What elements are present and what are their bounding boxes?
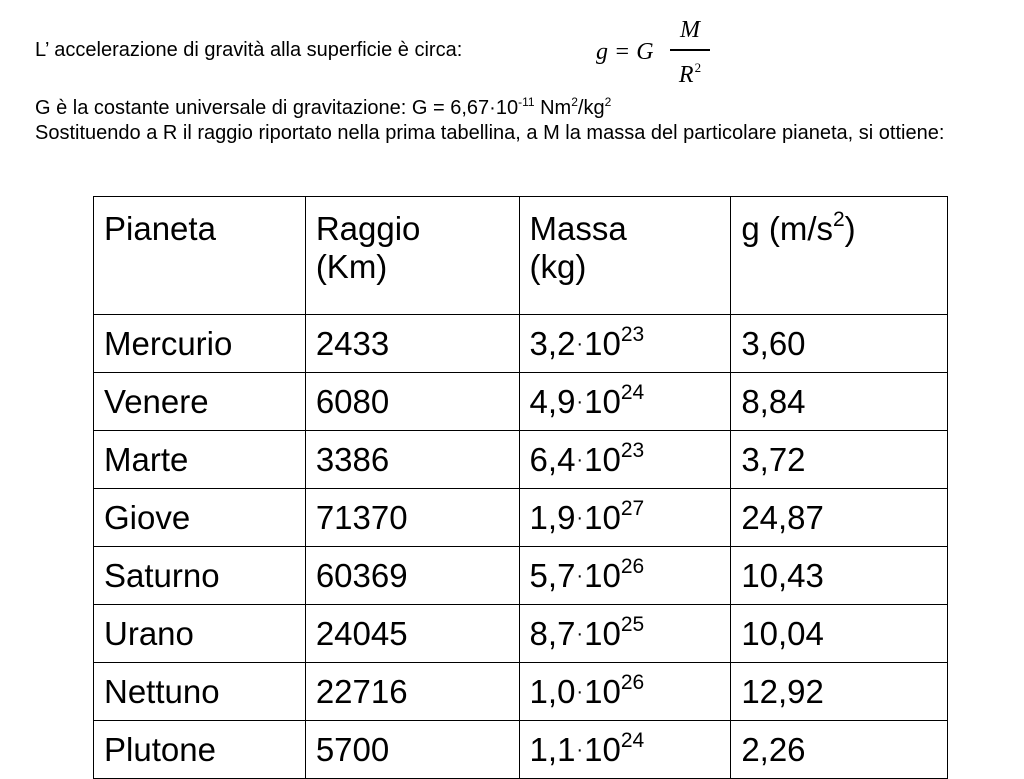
- mass-mantissa: 1,0: [529, 672, 576, 710]
- cell-planet: Giove: [94, 489, 306, 547]
- mass-mantissa: 3,2: [529, 324, 576, 362]
- mass-exp: 27: [620, 496, 645, 520]
- mass-base: 10: [584, 672, 621, 710]
- gravitational-constant-line: [35, 96, 1015, 121]
- cell-radius: 71370: [305, 489, 519, 547]
- const-unit-b-exp: 2: [604, 95, 612, 109]
- cell-mass: [519, 721, 731, 779]
- mass-exp: 23: [620, 438, 645, 462]
- cell-gravity: 24,87: [731, 489, 948, 547]
- mass-exp: 24: [620, 728, 645, 752]
- cell-mass: [519, 663, 731, 721]
- mass-exp: 24: [620, 380, 645, 404]
- table-row: [94, 547, 948, 605]
- cell-planet: Mercurio: [94, 315, 306, 373]
- intro-text: L’ accelerazione di gravità alla superficie è circa:: [35, 39, 463, 61]
- const-unit-a: Nm: [534, 97, 572, 119]
- formula-denominator: [670, 55, 710, 88]
- formula-fraction: [670, 10, 710, 88]
- cell-mass: [519, 431, 731, 489]
- table-row: [94, 315, 948, 373]
- mass-dot: ·: [576, 680, 584, 703]
- header-gravity: [731, 197, 948, 315]
- mass-mantissa: 1,1: [529, 730, 576, 768]
- planet-gravity-table: [93, 196, 948, 779]
- cell-radius: 5700: [305, 721, 519, 779]
- cell-gravity: 10,04: [731, 605, 948, 663]
- const-prefix: G è la costante universale di gravitazione: G = 6,67: [35, 97, 490, 119]
- mass-dot: ·: [576, 564, 584, 587]
- formula-denominator-base: R: [678, 61, 694, 88]
- header-radius-line2: (Km): [315, 248, 388, 285]
- cell-radius: 24045: [305, 605, 519, 663]
- header-planet: Pianeta: [94, 197, 306, 315]
- cell-planet: Saturno: [94, 547, 306, 605]
- cell-radius: 60369: [305, 547, 519, 605]
- cell-gravity: 3,60: [731, 315, 948, 373]
- const-dot: ·: [489, 97, 496, 119]
- cell-gravity: 2,26: [731, 721, 948, 779]
- cell-mass: [519, 605, 731, 663]
- cell-planet: Plutone: [94, 721, 306, 779]
- header-radius: [305, 197, 519, 315]
- cell-planet: Venere: [94, 373, 306, 431]
- formula-lhs: g = G: [596, 39, 654, 65]
- mass-dot: ·: [576, 390, 584, 413]
- gravity-formula: [596, 10, 726, 90]
- mass-dot: ·: [576, 622, 584, 645]
- mass-mantissa: 8,7: [529, 614, 576, 652]
- header-gravity-prefix: g (m/s: [741, 210, 833, 247]
- cell-radius: 2433: [305, 315, 519, 373]
- table-row: [94, 605, 948, 663]
- cell-gravity: 10,43: [731, 547, 948, 605]
- table-row: [94, 663, 948, 721]
- header-radius-line1: Raggio: [315, 210, 421, 247]
- table-row: [94, 373, 948, 431]
- mass-mantissa: 5,7: [529, 556, 576, 594]
- mass-dot: ·: [576, 332, 584, 355]
- mass-base: 10: [584, 324, 621, 362]
- cell-planet: Nettuno: [94, 663, 306, 721]
- explanation-text: [35, 96, 1015, 145]
- table-row: [94, 489, 948, 547]
- fraction-bar: [670, 49, 710, 51]
- header-mass: [519, 197, 731, 315]
- cell-mass: [519, 373, 731, 431]
- const-base: 10: [495, 97, 519, 119]
- cell-mass: [519, 315, 731, 373]
- table-header-row: [94, 197, 948, 315]
- mass-mantissa: 4,9: [529, 382, 576, 420]
- mass-exp: 26: [620, 554, 645, 578]
- mass-base: 10: [584, 614, 621, 652]
- mass-mantissa: 6,4: [529, 440, 576, 478]
- cell-radius: 22716: [305, 663, 519, 721]
- const-unit-a-exp: 2: [571, 95, 578, 109]
- cell-mass: [519, 489, 731, 547]
- header-gravity-suffix: ): [844, 210, 856, 247]
- cell-gravity: 8,84: [731, 373, 948, 431]
- header-mass-line1: Massa: [529, 210, 627, 247]
- mass-mantissa: 1,9: [529, 498, 576, 536]
- mass-base: 10: [584, 440, 621, 478]
- header-gravity-exp: 2: [832, 208, 845, 231]
- cell-planet: Marte: [94, 431, 306, 489]
- mass-base: 10: [584, 730, 621, 768]
- formula-numerator: M: [680, 17, 700, 43]
- mass-dot: ·: [576, 506, 584, 529]
- cell-gravity: 12,92: [731, 663, 948, 721]
- mass-dot: ·: [576, 448, 584, 471]
- header-mass-line2: (kg): [529, 248, 587, 285]
- cell-mass: [519, 547, 731, 605]
- mass-exp: 26: [620, 670, 645, 694]
- substitution-paragraph: Sostituendo a R il raggio riportato nella prima tabellina, a M la massa del particolare pianeta, si ottiene:: [35, 121, 945, 144]
- table-row: [94, 431, 948, 489]
- mass-dot: ·: [576, 738, 584, 761]
- mass-base: 10: [584, 556, 621, 594]
- const-exp: -11: [518, 95, 535, 109]
- formula-denominator-exp: 2: [694, 59, 702, 75]
- mass-base: 10: [584, 498, 621, 536]
- const-unit-b: /kg: [577, 97, 605, 119]
- cell-planet: Urano: [94, 605, 306, 663]
- cell-radius: 3386: [305, 431, 519, 489]
- cell-gravity: 3,72: [731, 431, 948, 489]
- mass-exp: 23: [620, 322, 645, 346]
- mass-exp: 25: [620, 612, 645, 636]
- table-row: [94, 721, 948, 779]
- cell-radius: 6080: [305, 373, 519, 431]
- mass-base: 10: [584, 382, 621, 420]
